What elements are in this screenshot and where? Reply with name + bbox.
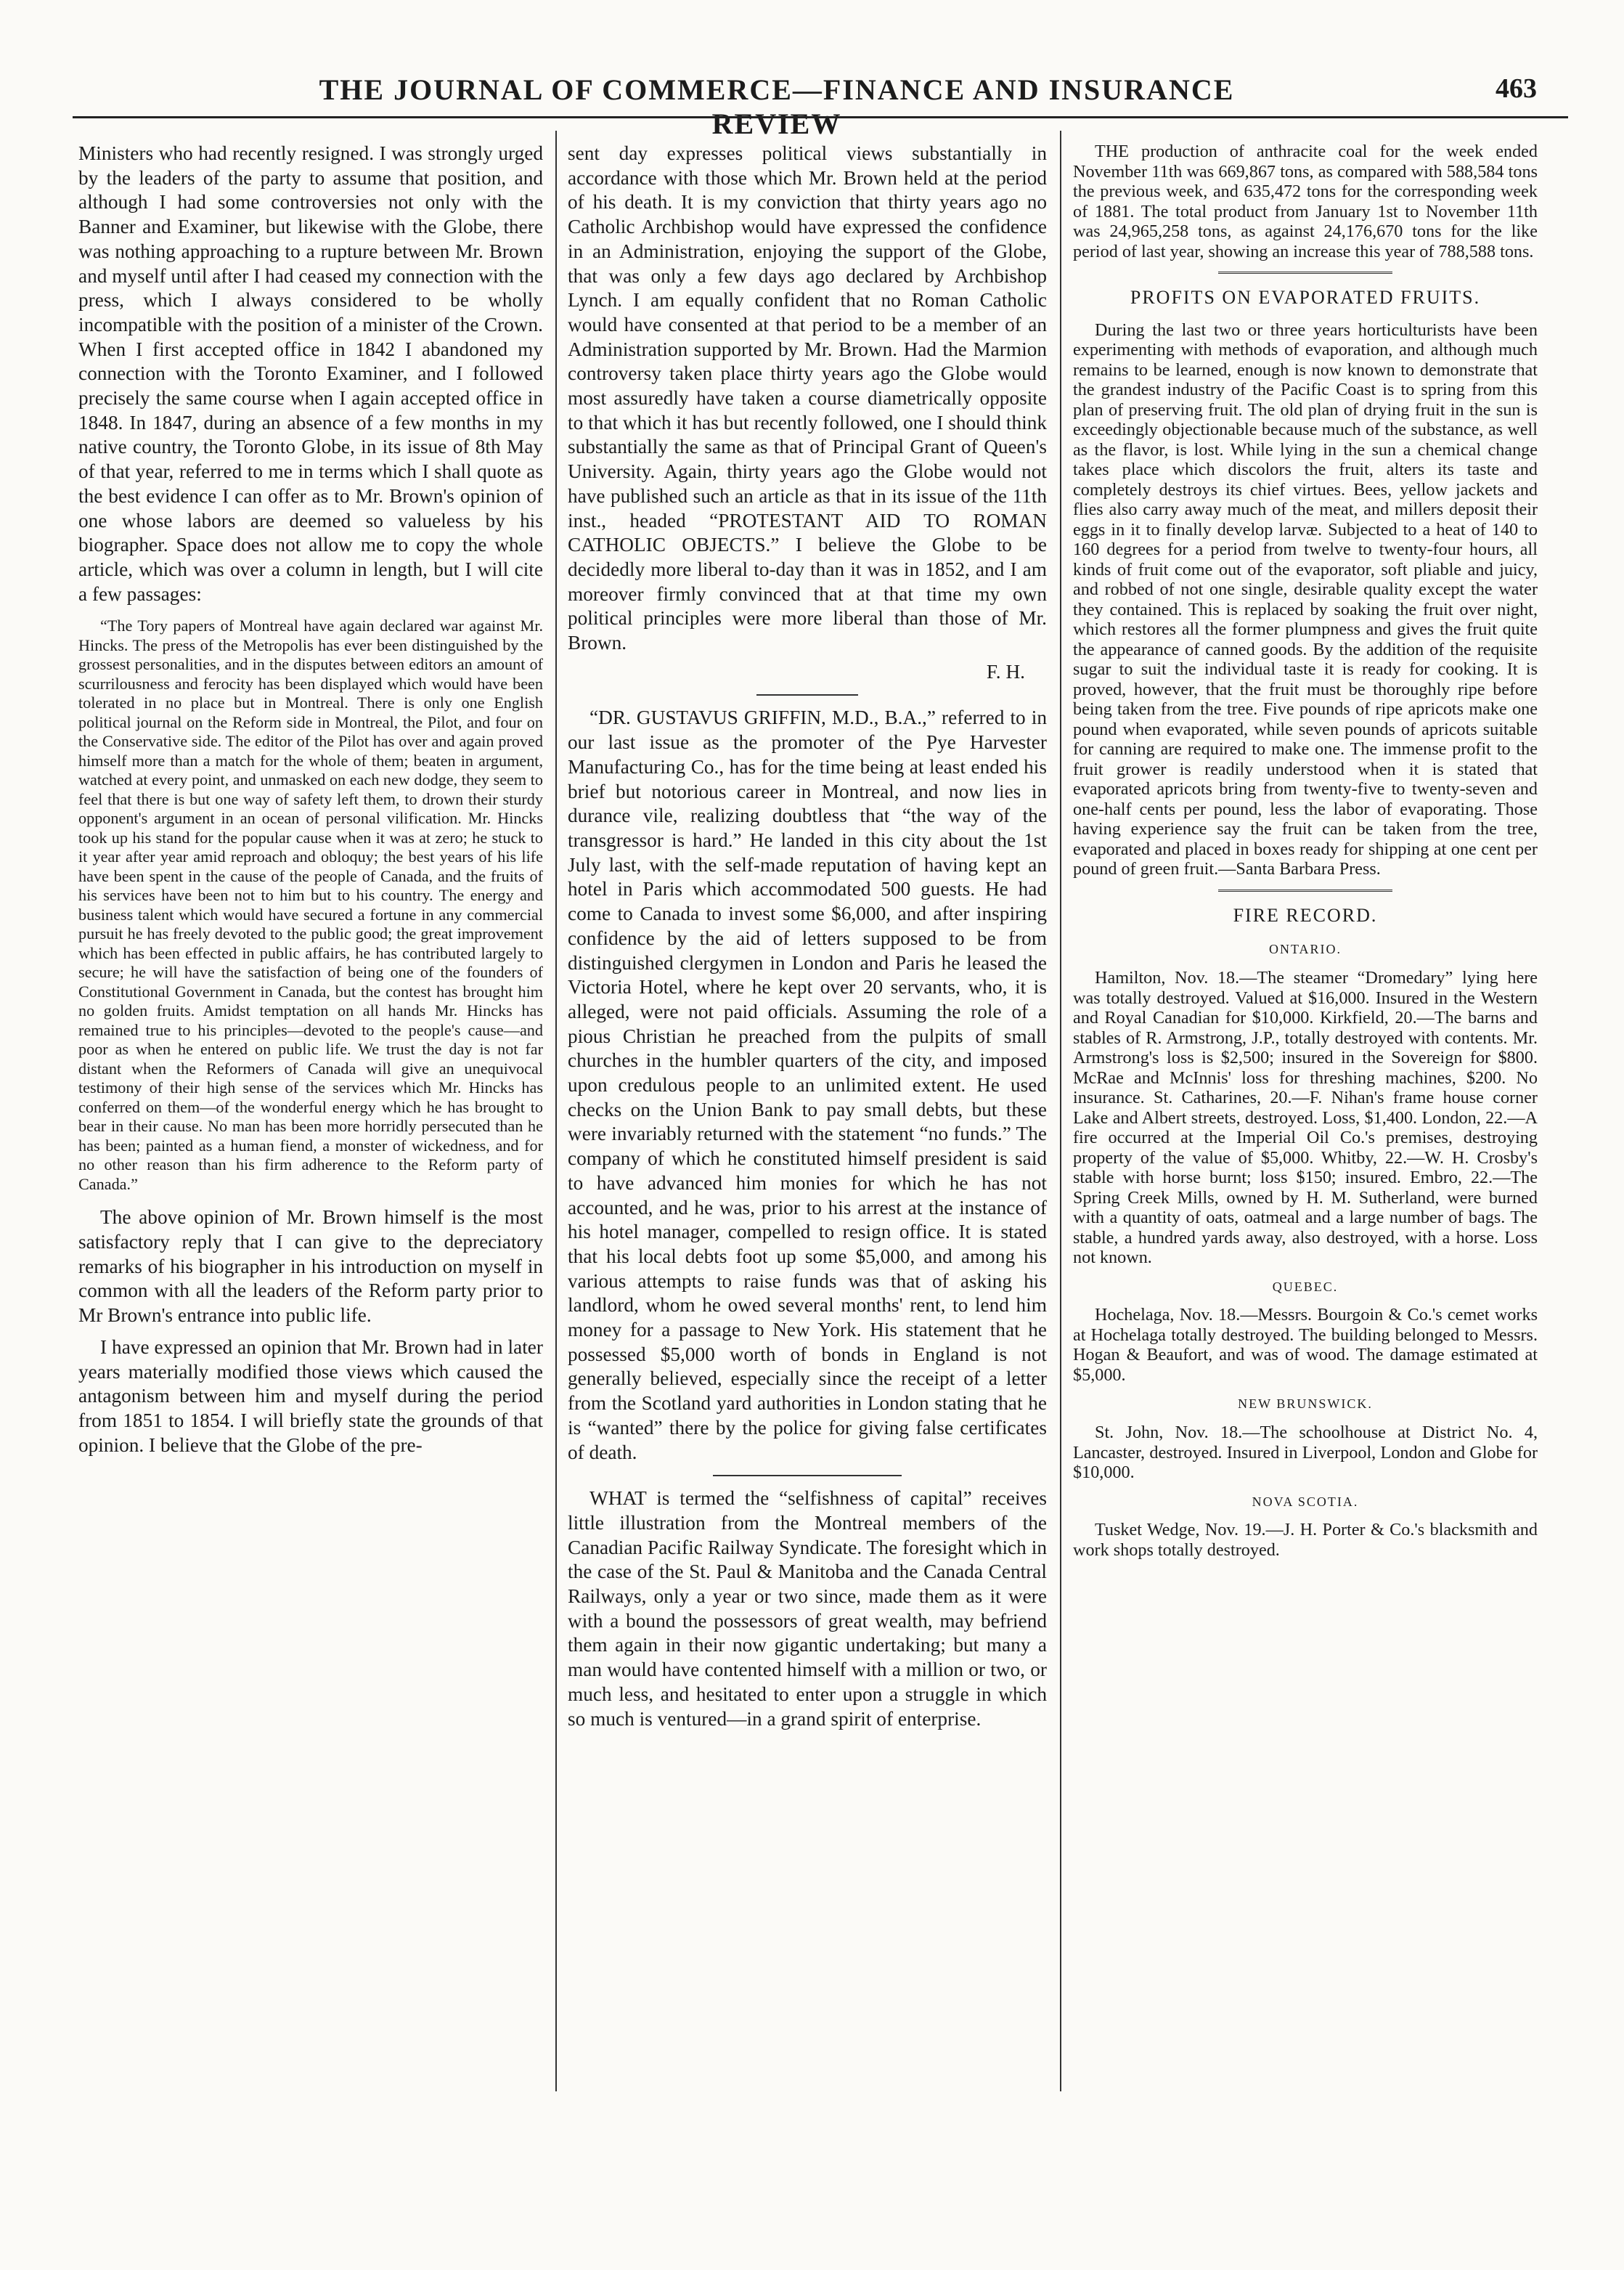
article-paragraph: During the last two or three years horticulturists have been experimenting with methods of evaporation, and although much remains to be learned, enough is now known to demonstrate that the grandest industry of the Pacific Coast is to spring from this plan of preserving fruit. The old plan of drying fruit in the sun is exceedingly objectionable because much of the substance, as well as the flavor, is lost. While lying in the sun a chemical change takes place which discolors the fruit, alters its taste and completely destroys its chief virtues. Bees, yellow jackets and flies also carry away much of the meat, and millers deposit their eggs in it to finally develop larvæ. Subjected to a heat of 140 to 160 degrees for a period from twelve to twenty-four hours, all kinds of fruit come out of the evaporator, soft pliable and juicy, and robbed of not one single, desirable quality except the water they contained. This is replaced by soaking the fruit over night, which restores all the former plumpness and gives the fruit quite the appearance of canned goods. By the addition of the requisite sugar to suit the individual taste it is ready for cooking. It is proved, however, that the fruit must be thoroughly ripe before being taken from the tree. Five pounds of ripe apricots make one pound when evaporated, while seven pounds of apricots suitable for canning are required to make one. The immense profit to the fruit grower is readily understood when it is stated that evaporated apricots bring from twenty-five to twenty-seven and one-half cents per pound, less the labor of evaporating. Those having experience say the fruit can be taken from the tree, evaporated and placed in boxes ready for shipping at one cent per pound of green fruit.—Santa Barbara Press. — [1073, 320, 1538, 879]
column-divider — [555, 131, 557, 2091]
section-separator — [756, 694, 858, 696]
header-rule — [73, 116, 1568, 118]
article-paragraph: sent day expresses political views substantially in accordance with those which Mr. Brown held at the period of his death. It is my conviction that thirty years ago no Catholic Archbishop would have expressed the confidence in an Administration, enjoying the support of the Globe, that was only a few days ago declared by Archbishop Lynch. I am equally confident that no Roman Catholic would have consented at that period to be a member of an Administration supported by Mr. Brown. Had the Marmion controversy taken place thirty years ago the Globe would most assuredly have taken a course diametrically opposite to that which it has but recently followed, one I should think substantially the same as that of Principal Grant of Queen's University. Again, thirty years ago the Globe would not have published such an article as that in its issue of the 11th inst., headed “PROTESTANT AID TO ROMAN CATHOLIC OBJECTS.” I believe the Globe to be decidedly more liberal to-day than it was in 1852, and I am moreover firmly convinced that at that time my own political principles were more liberal than those of Mr. Brown. — [568, 142, 1047, 654]
region-heading: NOVA SCOTIA. — [1252, 1494, 1359, 1509]
column-right — [1073, 142, 1538, 2124]
column-middle — [568, 142, 1047, 2124]
article-paragraph: THE production of anthracite coal for the week ended November 11th was 669,867 tons, as compared with 588,584 tons the previous week, and 635,472 tons for the corresponding week of 1881. The total product from January 1st to November 11th was 24,965,258 tons, as against 24,176,670 tons for the like period of last year, showing an increase this year of 788,588 tons. — [1073, 142, 1538, 261]
article-signature: F. H. — [986, 660, 1025, 683]
article-quote: “The Tory papers of Montreal have again declared war against Mr. Hincks. The press of the Metropolis has ever been distinguished by the grossest personalities, and in the disputes between editors an amount of scurrilousness and ferocity has been displayed which would have been tolerated in no place but in Montreal. There is only one English political journal on the Reform side in Montreal, the Pilot, and four on the Conservative side. The editor of the Pilot has over and again proved himself more than a match for the whole of them; beaten in argument, watched at every point, and unmasked on each new dodge, they seem to feel that there is but one way of safety left them, to drown their sturdy opponent's argument in an ocean of personal vilification. Mr. Hincks took up his stand for the popular cause when it was at zero; he stuck to it year after year amid reproach and obloquy; the best years of his life have been spent in the cause of the people of Canada, and the fruits of his services have been not to him but to his country. The energy and business talent which would have secured a fortune in any commercial pursuit he has freely devoted to the public good; the great improvement which has been effected in public affairs, he has contributed largely to secure; he will have the satisfaction of being one of the founders of Constitutional Government in Canada, but the contest has brought him no golden fruits. Amidst temptation on all hands Mr. Hincks has remained true to his principles—devoted to the people's cause—and poor as when he entered on public life. We trust the day is not far distant when the Reformers of Canada will give an unequivocal testimony of their high sense of the services which Mr. Hincks has conferred on them—of the wonderful energy which he has brought to bear in their cause. No man has been more horridly persecuted than he has been; painted as a human fiend, a monster of wickedness, and for no other reason than his firm adherence to the Reform party of Canada.” — [78, 617, 543, 1193]
article-paragraph: St. John, Nov. 18.—The schoolhouse at District No. 4, Lancaster, destroyed. Insured in Liverpool, London and Globe for $10,000. — [1073, 1423, 1538, 1483]
section-separator — [1218, 890, 1392, 892]
section-separator — [1218, 272, 1392, 274]
section-title: FIRE RECORD. — [1233, 904, 1378, 926]
article-paragraph: Ministers who had recently resigned. I was strongly urged by the leaders of the party to assume that position, and although I had some controversies not only with the Banner and Examiner, but likewise with the Globe, there was nothing approaching to a rupture between Mr. Brown and myself until after I had ceased my connection with the press, which I always considered to be wholly incompatible with the position of a minister of the Crown. When I first accepted office in 1842 I abandoned my connection with the Toronto Examiner, and I followed precisely the same course when I again accepted office in 1848. In 1847, during an absence of a few months in my native country, the Toronto Globe, in its issue of 8th May of that year, referred to me in terms which I shall quote as the best evidence I can offer as to Mr. Brown's opinion of one whose labors are deemed so valueless by his biographer. Space does not allow me to copy the whole article, which was over a column in length, but I will cite a few passages: — [78, 142, 543, 605]
section-separator — [713, 1475, 902, 1476]
article-paragraph: “DR. GUSTAVUS GRIFFIN, M.D., B.A.,” referred to in our last issue as the promoter of the Pye Harvester Manufacturing Co., has for the time being at least ended his brief but notorious career in Montreal, and now lies in durance vile, realizing doubtless that “the way of the transgressor is hard.” He landed in this city about the 1st July last, with the self-made reputation of having kept an hotel in Paris which accommodated 500 guests. He had come to Canada to invest some $6,000, and after inspiring confidence by the aid of letters supposed to be from distinguished clergymen in London and Paris he leased the Victoria Hotel, where he kept over 20 servants, who, it is alleged, were not paid officials. Assuming the role of a pious Christian he preached from the pulpits of small churches in the humbler quarters of the city, and imposed upon credulous people to an unlimited extent. He used checks on the Union Bank to pay small debts, but these were invariably returned with the statement “no funds.” The company of which he constituted himself president is said to have advanced him monies for which he has not accounted, and he was, prior to his arrest at the instance of his hotel manager, compelled to resign office. It is stated that his local debts foot up some $5,000, and among his various attempts to raise funds was that of asking his landlord, whom he owed several months' rent, to lend him money for a passage to New York. His statement that he possessed $5,000 worth of bonds in England is not generally believed, especially since the receipt of a letter from the Scotland yard authorities in London stating that he is “wanted” there by the police for giving false certificates of death. — [568, 707, 1047, 1463]
article-paragraph: Hamilton, Nov. 18.—The steamer “Dromedary” lying here was totally destroyed. Valued at $16,000. Insured in the Western and Royal Canadian for $10,000. Kirkfield, 20.—The barns and stables of R. Armstrong, J.P., totally destroyed with contents. Mr. Armstrong's loss is $2,500; insured in the Sovereign for $800. McRae and McInnis' loss for threshing machines, $200. No insurance. St. Catharines, 20.—F. Nihan's frame house corner Lake and Albert streets, destroyed. Loss, $1,400. London, 22.—A fire occurred at the Imperial Oil Co.'s premises, destroying property of the value of $5,000. Whitby, 22.—W. H. Crosby's stable with horse burnt; loss $150; insured. Embro, 22.—The Spring Creek Mills, owned by H. M. Sutherland, were burned with a quantity of oats, oatmeal and a large number of bags. The stable, a hundred yards away, also destroyed, with a horse. Loss not known. — [1073, 968, 1538, 1268]
region-heading: ONTARIO. — [1268, 942, 1342, 957]
article-paragraph: Tusket Wedge, Nov. 19.—J. H. Porter & Co.'s blacksmith and work shops totally destroyed. — [1073, 1520, 1538, 1560]
region-heading: QUEBEC. — [1272, 1279, 1339, 1294]
article-paragraph: I have expressed an opinion that Mr. Brown had in later years materially modified those views which caused the antagonism between him and myself during the period from 1851 to 1854. I will briefly state the grounds of that opinion. I believe that the Globe of the pre- — [78, 1335, 543, 1456]
region-heading: NEW BRUNSWICK. — [1238, 1396, 1373, 1412]
page-header — [0, 73, 1624, 140]
journal-title: THE JOURNAL OF COMMERCE—FINANCE AND INSURANCE REVIEW — [319, 73, 1235, 140]
article-paragraph: Hochelaga, Nov. 18.—Messrs. Bourgoin & Co.'s cemet works at Hochelaga totally destroyed. The building belonged to Messrs. Hogan & Beaufort, and was of wood. The damage estimated at $5,000. — [1073, 1305, 1538, 1385]
article-paragraph: The above opinion of Mr. Brown himself is the most satisfactory reply that I can give to the depreciatory remarks of his biographer in his introduction on myself in common with all the leaders of the Reform party prior to Mr Brown's entrance into public life. — [78, 1206, 543, 1327]
column-left — [78, 142, 543, 2124]
page-number: 463 — [1496, 73, 1537, 104]
column-divider — [1060, 131, 1061, 2091]
section-title: PROFITS ON EVAPORATED FRUITS. — [1130, 287, 1481, 308]
article-paragraph: WHAT is termed the “selfishness of capital” receives little illustration from the Montreal members of the Canadian Pacific Railway Syndicate. The foresight which in the case of the St. Paul & Manitoba and the Canada Central Railways, only a year or two since, made them as it were with a bound the possessors of great wealth, may befriend them again in their now gigantic undertaking; but many a man would have contented himself with a million or two, or much less, and hesitated to enter upon a struggle in which so much is ventured—in a grand spirit of enterprise. — [568, 1487, 1047, 1730]
